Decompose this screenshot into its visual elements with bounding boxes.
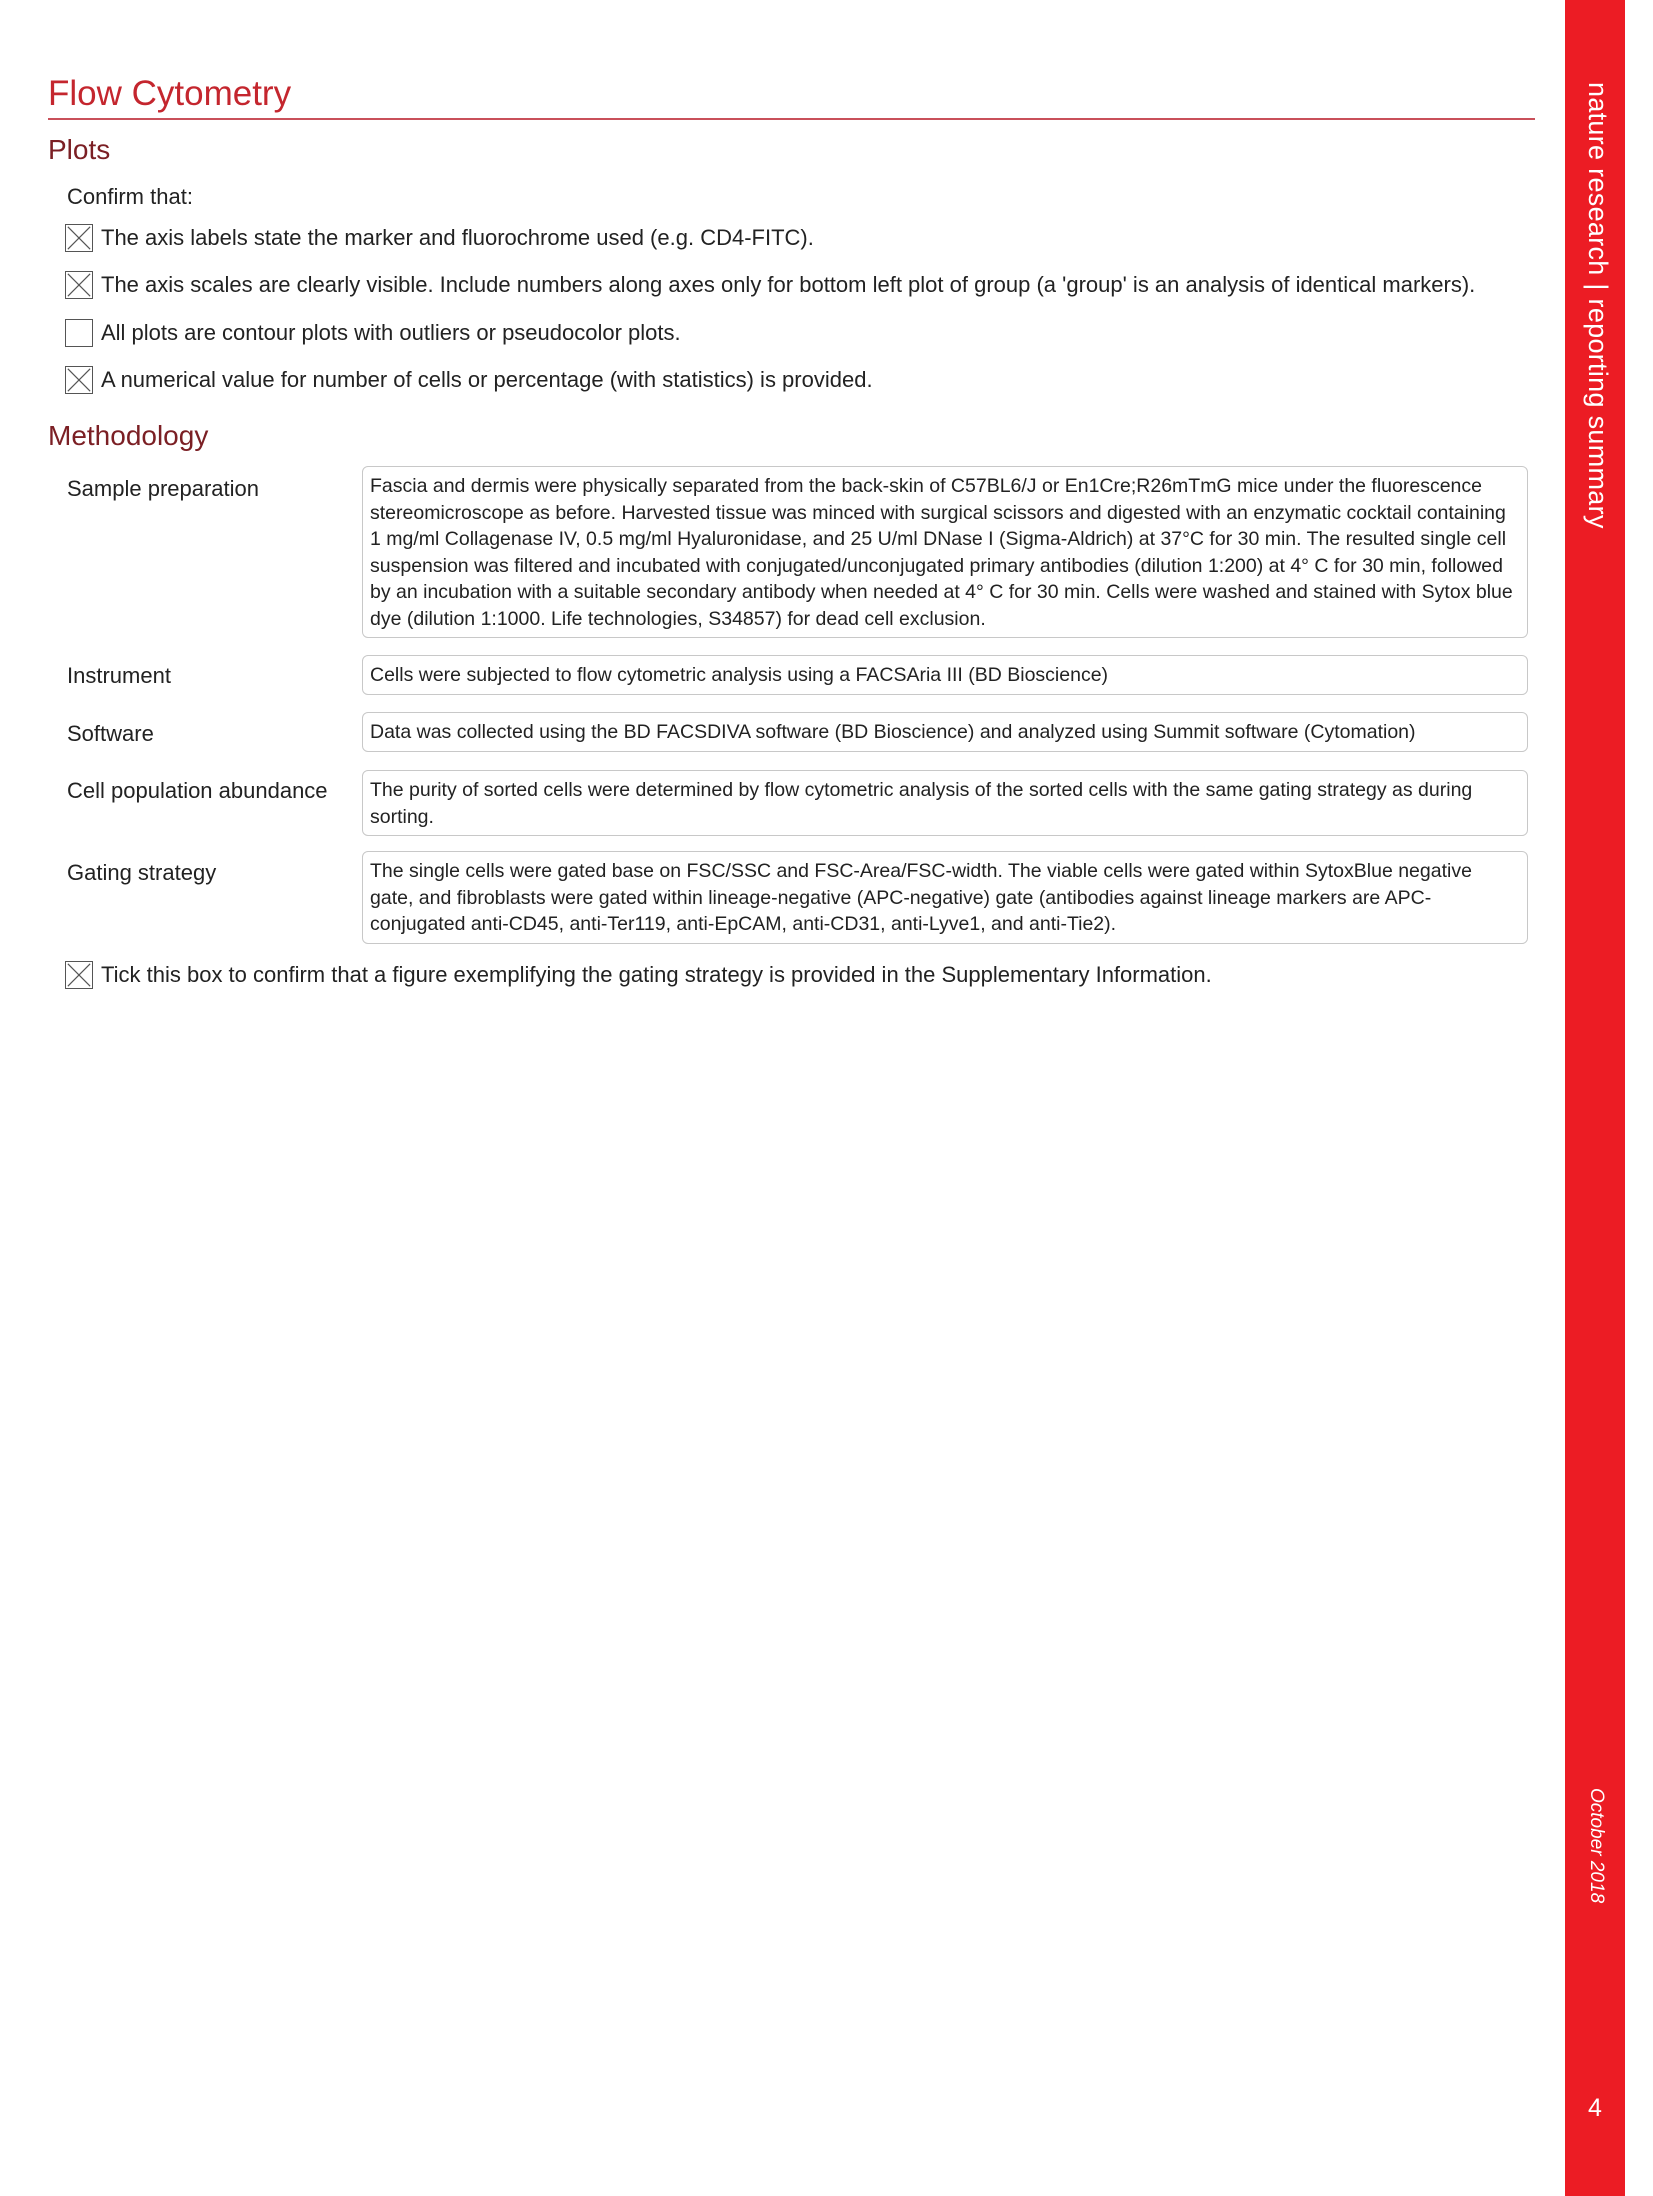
checked-checkbox[interactable] [65,366,93,394]
instrument-label: Instrument [67,663,171,688]
check-x-icon [66,272,92,298]
plots-check-label: The axis labels state the marker and fluorochrome used (e.g. CD4-FITC). [101,225,814,250]
page-number: 4 [1588,2094,1602,2122]
gating-strategy-field[interactable]: The single cells were gated base on FSC/SSC and FSC-Area/FSC-width. The viable cells were gated within SytoxBlue negative gate, and fibroblasts were gated within lineage-negative (APC-negative) gate (antibodies against lineage markers are APC-conjugated anti-CD45, anti-Ter119, anti-EpCAM, anti-CD31, anti-Lyve1, and anti-Tie2). [362,851,1528,944]
checked-checkbox[interactable] [65,271,93,299]
sidebar-brand: nature research | reporting summary [1583,82,1613,529]
checked-checkbox[interactable] [65,224,93,252]
plots-heading: Plots [48,134,111,165]
sidebar-band [1565,0,1625,2196]
plots-check-item [65,318,681,348]
check-x-icon [66,962,92,988]
software-field[interactable]: Data was collected using the BD FACSDIVA software (BD Bioscience) and analyzed using Summit software (Cytomation) [362,712,1528,752]
unchecked-checkbox[interactable] [65,319,93,347]
confirm-label: Confirm that: [67,184,193,209]
checked-checkbox[interactable] [65,961,93,989]
cell-population-abundance-label: Cell population abundance [67,778,328,803]
software-label: Software [67,721,154,746]
plots-check-item [65,270,1475,300]
sample-preparation-label: Sample preparation [67,476,260,501]
gating-figure-confirm-label: Tick this box to confirm that a figure exemplifying the gating strategy is provided in the Supplementary Information. [101,962,1212,987]
cell-population-abundance-field[interactable]: The purity of sorted cells were determined by flow cytometric analysis of the sorted cells with the same gating strategy as during sorting. [362,770,1528,836]
check-x-icon [66,225,92,251]
methodology-heading: Methodology [48,420,209,451]
plots-check-label: All plots are contour plots with outliers or pseudocolor plots. [101,320,681,345]
section-title: Flow Cytometry [48,70,1535,120]
plots-check-label: A numerical value for number of cells or percentage (with statistics) is provided. [101,367,873,392]
sample-preparation-field[interactable]: Fascia and dermis were physically separated from the back-skin of C57BL6/J or En1Cre;R26mTmG mice under the fluorescence stereomicroscope as before. Harvested tissue was minced with surgical scissors and digested with an enzymatic cocktail containing 1 mg/ml Collagenase IV, 0.5 mg/ml Hyaluronidase, and 25 U/ml DNase I (Sigma-Aldrich) at 37°C for 30 min. The resulted single cell suspension was filtered and incubated with conjugated/unconjugated primary antibodies (dilution 1:200) at 4° C for 30 min, followed by an incubation with a suitable secondary antibody when needed at 4° C for 30 min. Cells were washed and stained with Sytox blue dye (dilution 1:1000. Life technologies, S34857) for dead cell exclusion. [362,466,1528,638]
check-x-icon [66,367,92,393]
gating-strategy-label: Gating strategy [67,860,217,885]
plots-check-label: The axis scales are clearly visible. Include numbers along axes only for bottom left plot of group (a 'group' is an analysis of identical markers). [101,272,1476,297]
plots-check-item [65,365,873,395]
sidebar-date: October 2018 [1586,1788,1607,1904]
instrument-field[interactable]: Cells were subjected to flow cytometric analysis using a FACSAria III (BD Bioscience) [362,655,1528,695]
plots-check-item [65,223,814,253]
gating-figure-confirm [65,960,1212,990]
